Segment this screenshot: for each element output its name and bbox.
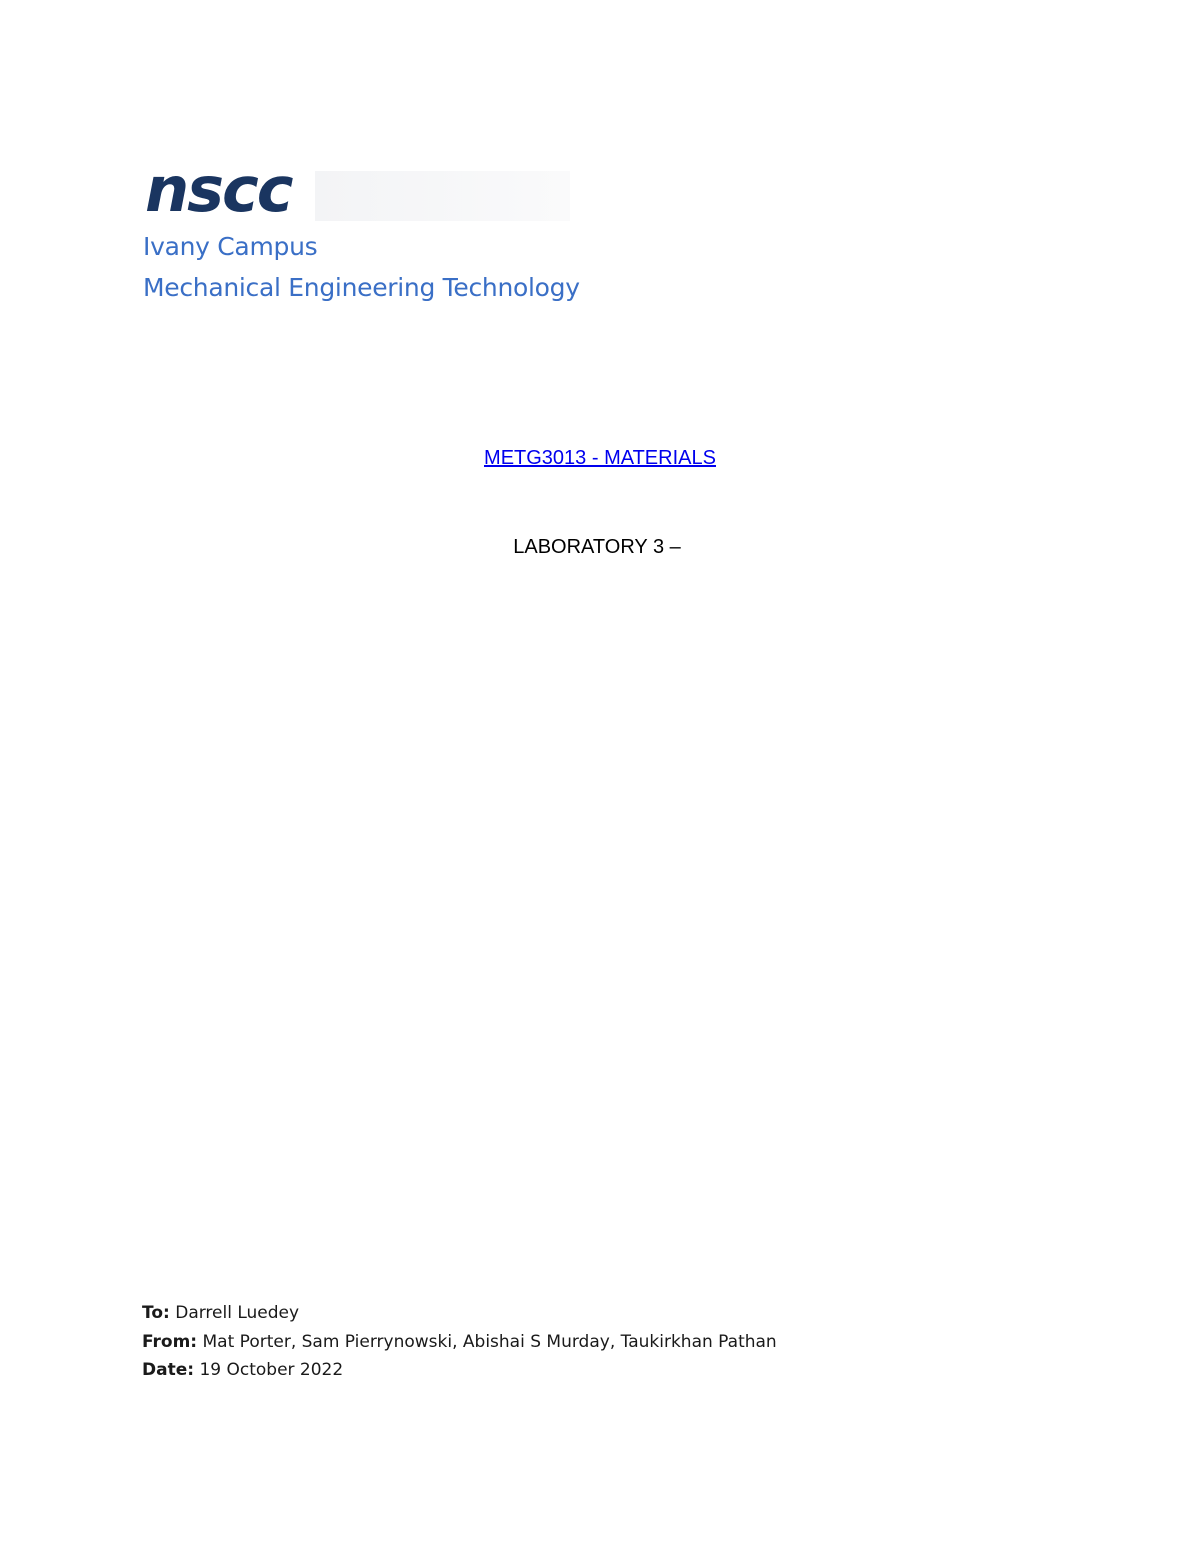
memo-date-label: Date: [142,1360,195,1380]
memo-block [142,1299,777,1385]
memo-from-label: From: [142,1331,198,1352]
lab-title: LABORATORY 3 – [513,536,681,558]
memo-to-label: To: [142,1303,170,1323]
course-link[interactable]: METG3013 - MATERIALS [484,447,716,469]
campus-name: Ivany Campus [143,232,318,261]
memo-to-value: Darrell Luedey [169,1303,300,1323]
memo-date-line [142,1356,777,1385]
memo-from-line [142,1328,777,1357]
logo-background-band [315,171,570,221]
nscc-logo [145,153,570,226]
logo-wordmark: nscc [145,153,292,226]
program-name: Mechanical Engineering Technology [143,273,580,302]
memo-from-value: Mat Porter, Sam Pierrynowski, Abishai S Murday, Taukirkhan Pathan [197,1331,777,1352]
memo-date-value: 19 October 2022 [194,1360,344,1380]
course-title [0,447,1200,470]
memo-to-line [142,1299,777,1328]
